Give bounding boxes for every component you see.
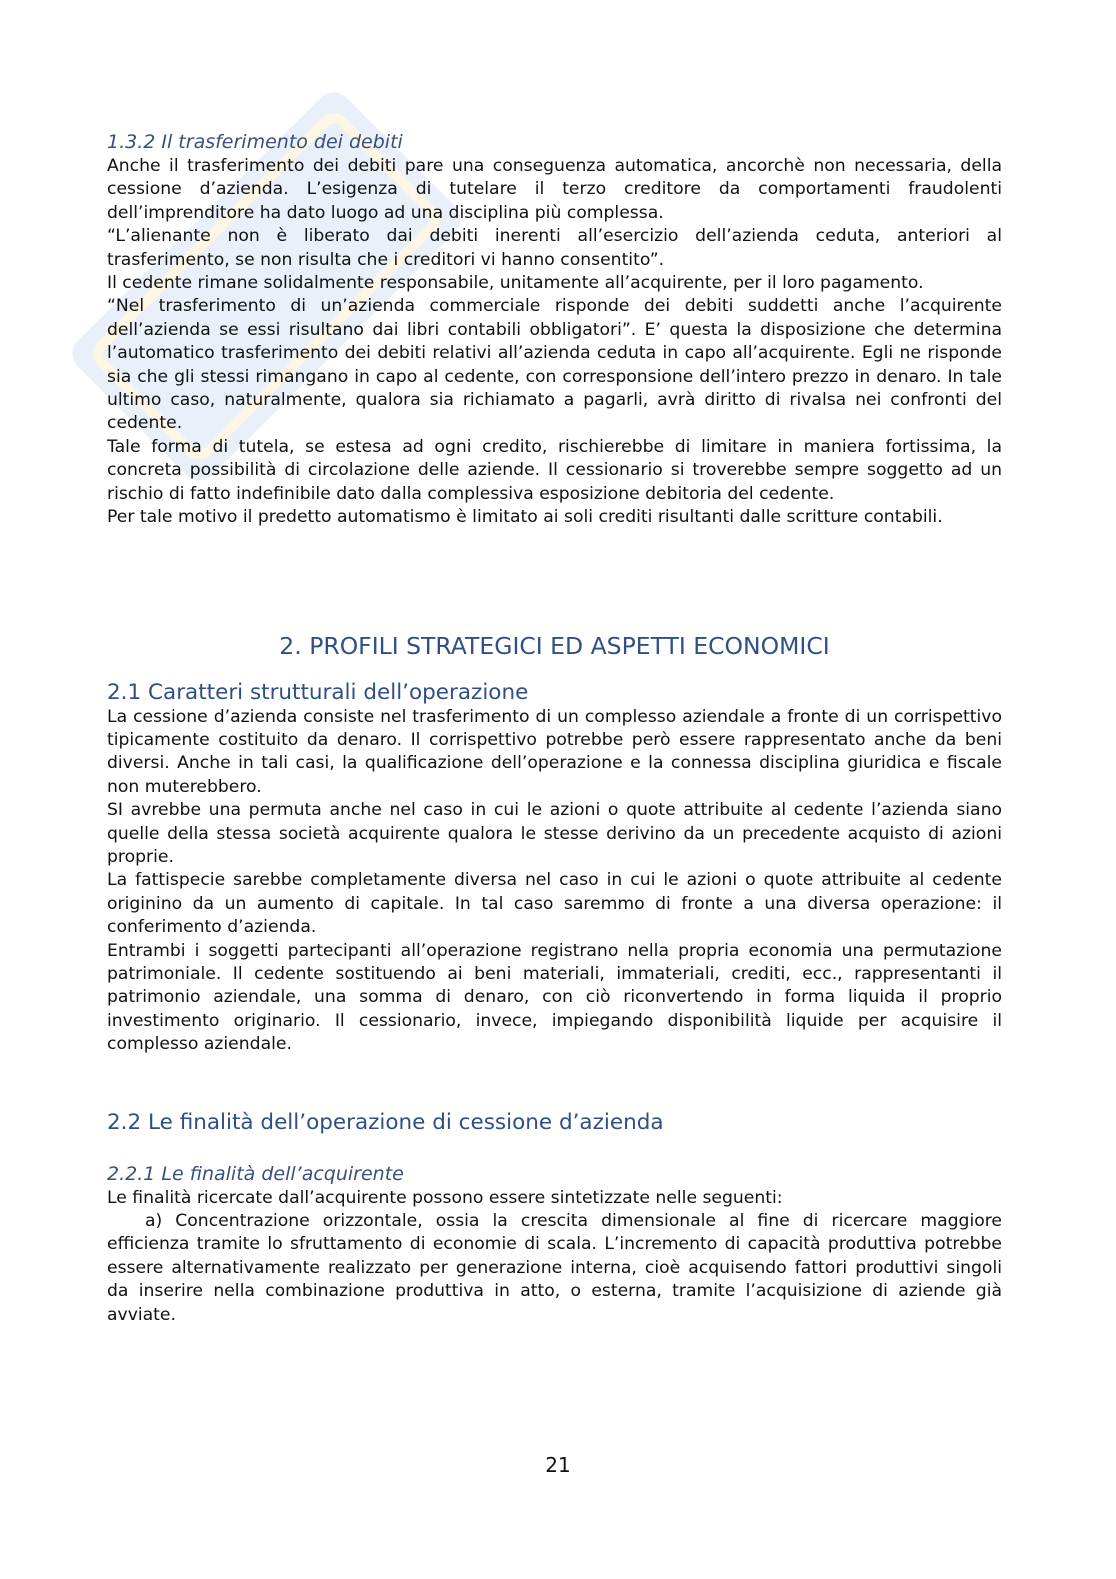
paragraph: La fattispecie sarebbe completamente diversa nel caso in cui le azioni o quote attribuite al cedente origininо da un aumento di capitale. In tal caso saremmo di fronte a una diversa operazione: il conferimento d’azienda.	[107, 870, 1002, 938]
paragraph: Il cedente rimane solidalmente responsabile, unitamente all’acquirente, per il loro pagamento.	[107, 273, 924, 294]
page-number: 21	[545, 1453, 571, 1477]
paragraph: Le finalità ricercate dall’acquirente possono essere sintetizzate nelle seguenti:	[107, 1187, 783, 1208]
section-heading-2-1: 2.1 Caratteri strutturali dell’operazione	[107, 679, 529, 705]
section-heading-2-2: 2.2 Le finalità dell’operazione di cessione d’azienda	[107, 1109, 664, 1135]
list-item: a) Concentrazione orizzontale, ossia la crescita dimensionale al fine di ricercare maggiore efficienza tramite lo sfruttamento di economie di scala. L’incremento di capacità produttiva potrebbe essere alternativamente realizzato per generazione interna, cioè acquisendo fattori produttivi singoli da inserire nella combinazione produttiva in atto, o esterna, tramite l’acquisizione di aziende già avviate.	[107, 1211, 1002, 1325]
page-content	[107, 130, 1002, 1327]
paragraph: Anche il trasferimento dei debiti pare una conseguenza automatica, ancorchè non necessaria, della cessione d’azienda. L’esigenza di tutelare il terzo creditore da comportamenti fraudolenti dell’imprenditore ha dato luogo ad una disciplina più complessa.	[107, 156, 1002, 223]
paragraph: La cessione d’azienda consiste nel trasferimento di un complesso aziendale a fronte di un corrispettivo tipicamente costituito da denaro. Il corrispettivo potrebbe però essere rappresentato anche da beni diversi. Anche in tali casi, la qualificazione dell’operazione e la connessa disciplina giuridica e fiscale non muterebbero.	[107, 706, 1002, 797]
paragraph: Entrambi i soggetti partecipanti all’operazione registrano nella propria economia una permutazione patrimoniale. Il cedente sostituendo ai beni materiali, immateriali, crediti, ecc., rappresentanti il patrimonio aziendale, una somma di denaro, con ciò riconvertendo in forma liquida il proprio investimento originario. Il cessionario, invece, impiegando disponibilità liquide per acquisire il complesso aziendale.	[107, 940, 1002, 1055]
paragraph: “Nel trasferimento di un’azienda commerciale risponde dei debiti suddetti anche l’acquirente dell’azienda se essi risultano dai libri contabili obbligatori”. E’ questa la disposizione che determina l’automatico trasferimento dei debiti relativi all’azienda ceduta in capo all’acquirente. Egli ne risponde sia che gli stessi rimangano in capo al cedente, con corresponsione dell’intero prezzo in denaro. In tale ultimo caso, naturalmente, qualora sia richiamato a pagarli, avrà diritto di rivalsa nei confronti del cedente.	[107, 296, 1002, 434]
paragraph: “L’alienante non è liberato dai debiti inerenti all’esercizio dell’azienda ceduta, anteriori al trasferimento, se non risulta che i creditori vi hanno consentito”.	[107, 226, 1002, 270]
paragraph: Tale forma di tutela, se estesa ad ogni credito, rischierebbe di limitare in maniera fortissima, la concreta possibilità di circolazione delle aziende. Il cessionario si troverebbe sempre soggetto ad un rischio di fatto indefinibile dato dalla complessiva esposizione debitoria del cedente.	[107, 436, 1002, 504]
chapter-title: 2. PROFILI STRATEGICI ED ASPETTI ECONOMICI	[279, 631, 830, 660]
paragraph: Per tale motivo il predetto automatismo è limitato ai soli crediti risultanti dalle scritture contabili.	[107, 507, 943, 528]
paragraph: SI avrebbe una permuta anche nel caso in cui le azioni o quote attribuite al cedente l’azienda siano quelle della stessa società acquirente qualora le stesse derivino da un precedente acquisto di azioni proprie.	[107, 800, 1002, 867]
section-heading-2-2-1: 2.2.1 Le finalità dell’acquirente	[107, 1162, 404, 1185]
section-heading-1-3-2: 1.3.2 Il trasferimento dei debiti	[107, 131, 403, 153]
